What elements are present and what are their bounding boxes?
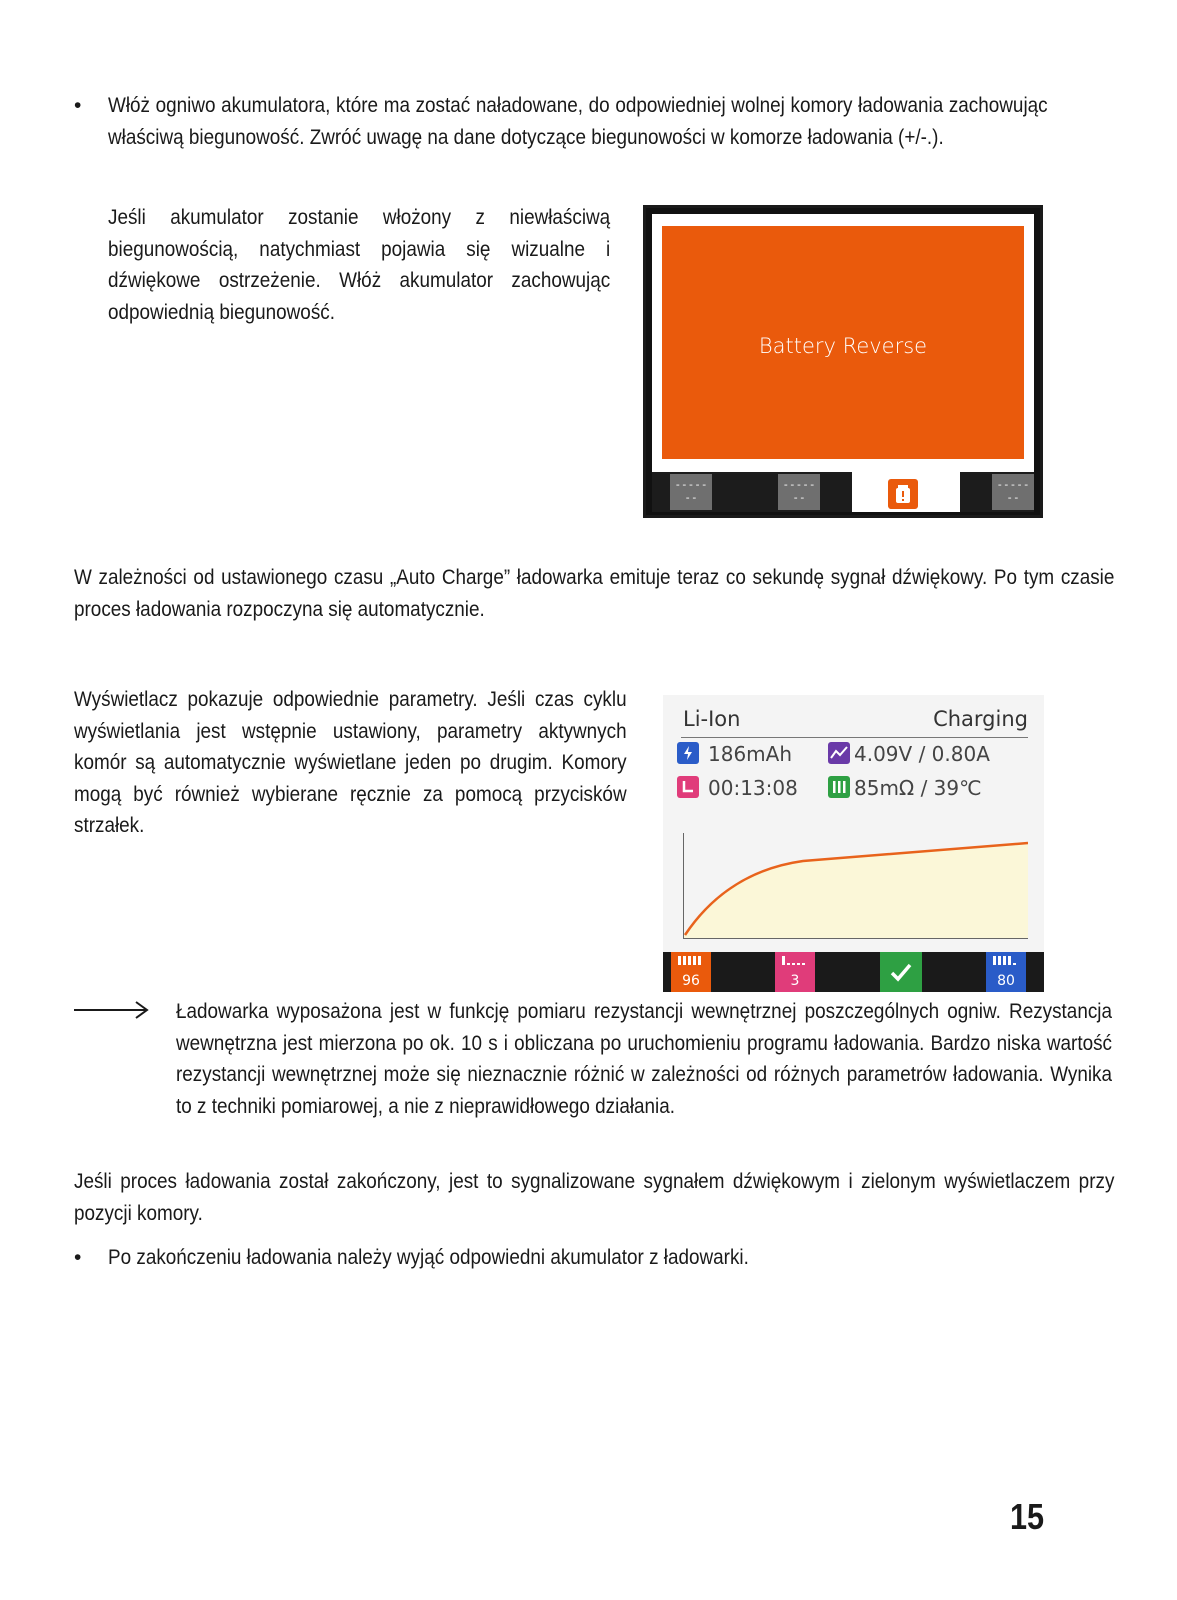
slot-1: ----- -- <box>670 474 712 510</box>
voltage-current-value: 4.09V / 0.80A <box>854 742 990 766</box>
battery-level-icon <box>782 956 808 966</box>
resistance-icon <box>828 776 850 798</box>
capacity-value: 186mAh <box>708 742 793 766</box>
resistance-temp-value: 85mΩ / 39℃ <box>854 776 982 800</box>
battery-type: Li-Ion <box>683 707 741 731</box>
slot-bar <box>652 472 1034 512</box>
slot-4-level: 80 <box>997 973 1015 989</box>
slot-1-indicator <box>671 952 711 992</box>
battery-reverse-screen <box>643 205 1043 518</box>
clock-icon <box>677 776 699 798</box>
check-icon <box>889 961 913 983</box>
note-internal-resistance: Ładowarka wyposażona jest w funkcję pomiaru rezystancji wewnętrznej poszczególnych ogniw. Rezystancja wewnętrzna jest mierzona po ok. 10 s i obliczana po uruchomieniu programu ładowania. Bardzo niska wartość rezystancji wewnętrznej może się nieznacznie różnić w zależności od różnych parametrów ładowania. Wynika to z techniki pomiarowej, a nie z nieprawidłowego działania. <box>176 1000 1112 1118</box>
slot-4: ----- -- <box>992 474 1034 510</box>
charging-screen <box>663 695 1044 992</box>
elapsed-time: 00:13:08 <box>708 776 798 800</box>
slot-3-indicator <box>880 952 922 992</box>
charge-status: Charging <box>933 707 1028 731</box>
voltage-icon <box>828 742 850 764</box>
bullet: • <box>74 1246 82 1269</box>
slot-2-level: 3 <box>790 973 800 989</box>
slot-1-level: 96 <box>682 973 700 989</box>
capacity-icon <box>677 742 699 764</box>
battery-level-icon <box>993 956 1019 966</box>
slot-2-indicator <box>775 952 815 992</box>
bullet: • <box>74 94 82 117</box>
battery-warning-icon <box>888 479 918 509</box>
slot-status-bar <box>663 952 1044 992</box>
paragraph-remove-battery: Po zakończeniu ładowania należy wyjąć odpowiedni akumulator z ładowarki. <box>108 1246 749 1269</box>
battery-level-icon <box>678 956 704 966</box>
paragraph-auto-charge: W zależności od ustawionego czasu „Auto Charge” ładowarka emituje teraz co sekundę sygnał dźwiękowy. Po tym czasie proces ładowania rozpoczyna się automatycznie. <box>74 566 1115 621</box>
slot-2: ----- -- <box>778 474 820 510</box>
header-divider <box>681 737 1028 738</box>
paragraph-reverse-warning: Jeśli akumulator zostanie włożony z niewłaściwą biegunowością, natychmiast pojawia się wizualne i dźwiękowe ostrzeżenie. Włóż akumulator zachowując odpowiednią biegunowość. <box>108 206 611 324</box>
slot-4-indicator <box>986 952 1026 992</box>
paragraph-display-parameters: Wyświetlacz pokazuje odpowiednie parametry. Jeśli czas cyklu wyświetlania jest wstępnie ustawiony, parametry aktywnych komór są automatycznie wyświetlane jeden po drugim. Komory mogą być również wybierane ręcznie za pomocą przycisków strzałek. <box>74 688 627 837</box>
arrow-right-icon <box>74 1000 150 1020</box>
battery-reverse-message: Battery Reverse <box>758 334 928 358</box>
paragraph-insert-cell: Włóż ogniwo akumulatora, które ma zostać naładowane, do odpowiedniej wolnej komory ładowania zachowując właściwą biegunowość. Zwróć uwagę na dane dotyczące biegunowości w komorze ładowania (+/-.). <box>108 94 1048 149</box>
paragraph-charging-complete: Jeśli proces ładowania został zakończony, jest to sygnalizowane sygnałem dźwiękowym i zielonym wyświetlaczem przy pozycji komory. <box>74 1170 1115 1225</box>
slot-3-active <box>852 472 960 512</box>
page-number: 15 <box>1010 1496 1045 1537</box>
warning-panel <box>662 226 1024 459</box>
charge-curve-graph <box>683 833 1028 958</box>
